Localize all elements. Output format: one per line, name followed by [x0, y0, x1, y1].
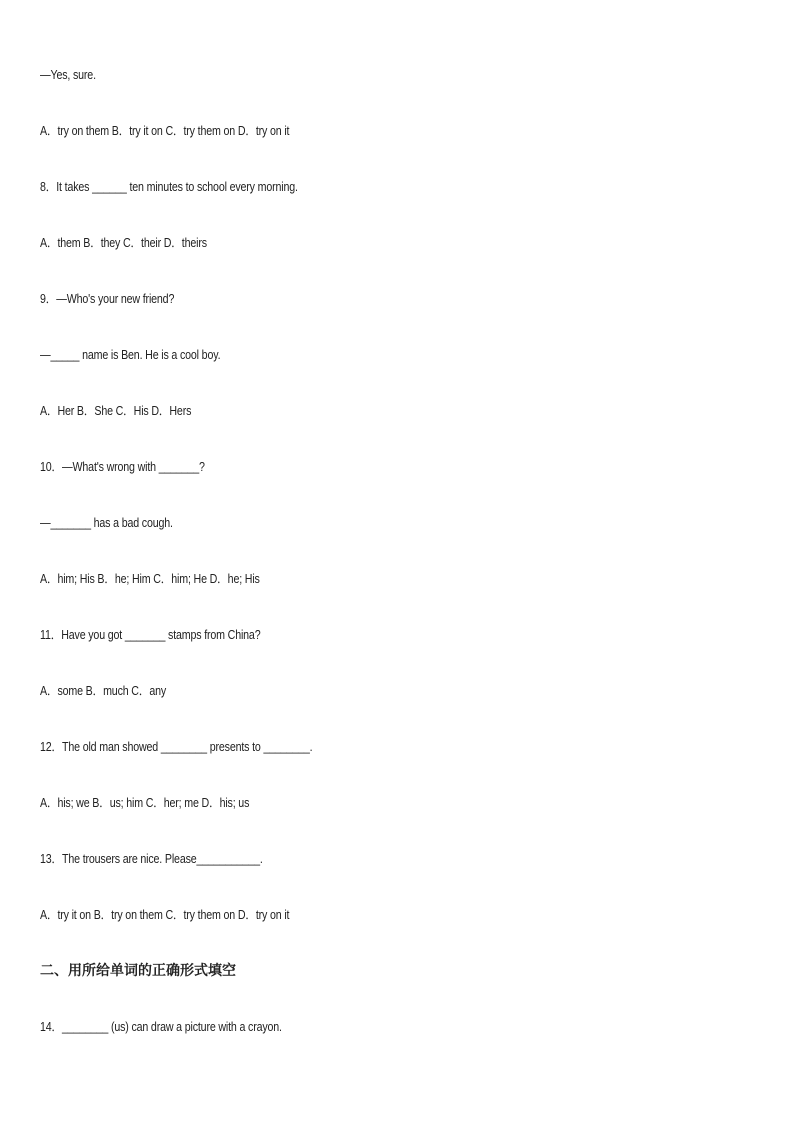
section-heading: 二、用所给单词的正确形式填空 — [40, 962, 236, 978]
question-11: 11．Have you got _______ stamps from China? — [40, 627, 261, 642]
options-line: A．him; His B．he; Him C．him; He D．he; His — [40, 571, 260, 586]
question-12: 12．The old man showed ________ presents to ________. — [40, 739, 313, 754]
options-line: A．them B．they C．their D．theirs — [40, 235, 207, 250]
question-10: 10．—What's wrong with _______? — [40, 459, 205, 474]
answer-line: —Yes, sure. — [40, 67, 96, 82]
question-8: 8．It takes ______ ten minutes to school every morning. — [40, 179, 298, 194]
question-14: 14．________ (us) can draw a picture with a crayon. — [40, 1019, 282, 1034]
question-13: 13．The trousers are nice. Please___________. — [40, 851, 263, 866]
options-line: A．try it on B．try on them C．try them on D．try on it — [40, 907, 290, 922]
options-line: A．some B．much C．any — [40, 683, 167, 698]
options-line: A．Her B．She C．His D．Hers — [40, 403, 192, 418]
answer-line: —_______ has a bad cough. — [40, 515, 173, 530]
options-line: A．his; we B．us; him C．her; me D．his; us — [40, 795, 250, 810]
options-line: A．try on them B．try it on C．try them on D．try on it — [40, 123, 290, 138]
answer-line: —_____ name is Ben. He is a cool boy. — [40, 347, 221, 362]
question-9: 9．—Who's your new friend? — [40, 291, 175, 306]
